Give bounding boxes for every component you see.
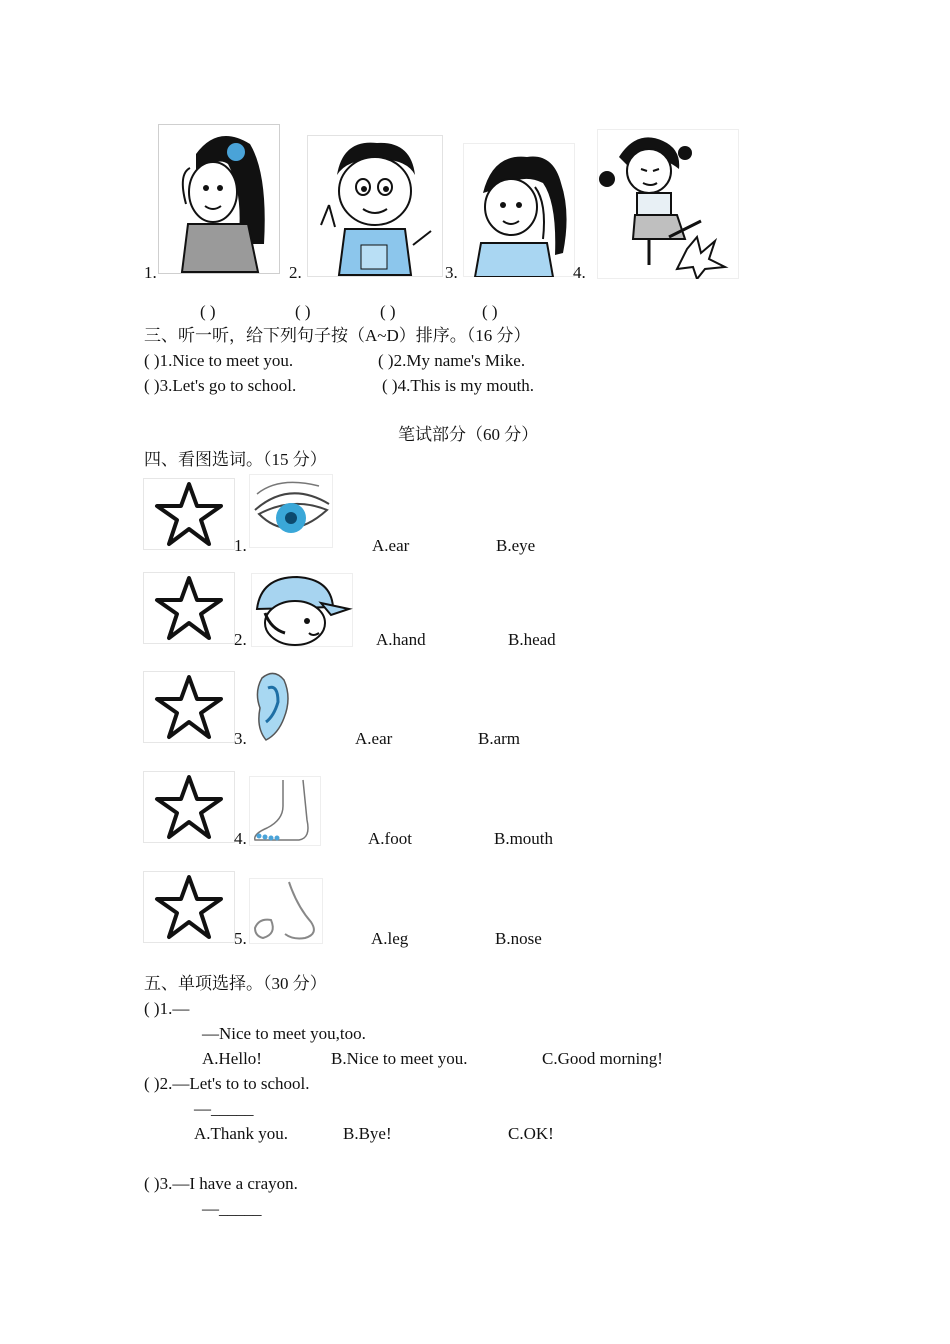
picture-number: 2. (289, 263, 302, 282)
section-3-title: 三、听一听，给下列句子按（A~D）排序。（16 分） (144, 326, 531, 345)
picture-number: 3. (445, 263, 458, 282)
nose-icon (249, 878, 323, 944)
foot-icon (249, 776, 321, 846)
section-4-title: 四、看图选词。（15 分） (144, 450, 327, 469)
option-a[interactable]: A.hand (376, 630, 426, 649)
option-c[interactable]: C.Good morning! (542, 1049, 663, 1068)
option-b[interactable]: B.head (508, 630, 556, 649)
option-b[interactable]: B.Bye! (343, 1124, 392, 1143)
ear-icon (250, 668, 294, 744)
girl-touching-hair-icon (463, 143, 575, 277)
answer-bracket[interactable]: ( ) (380, 302, 396, 321)
picture-number: 1. (144, 263, 157, 282)
answer-bracket[interactable]: ( ) (200, 302, 216, 321)
option-c[interactable]: C.OK! (508, 1124, 554, 1143)
boy-pointing-icon (307, 135, 443, 277)
option-a[interactable]: A.foot (368, 829, 412, 848)
item-picture (249, 776, 321, 846)
star-icon (143, 871, 235, 943)
picture-2 (307, 135, 443, 277)
question-stem: ( )2.—Let's to to school. (144, 1074, 310, 1093)
question-stem: ( )3.—I have a crayon. (144, 1174, 298, 1193)
item-picture (249, 474, 333, 548)
picture-4 (597, 129, 739, 279)
question-reply: —_____ (194, 1099, 254, 1118)
star-rating-box (143, 671, 235, 743)
item-number: 3. (234, 729, 247, 748)
answer-bracket[interactable]: ( ) (482, 302, 498, 321)
item-picture (251, 573, 353, 647)
option-b[interactable]: B.mouth (494, 829, 554, 848)
section-5-title: 五、单项选择。（30 分） (144, 974, 327, 993)
item-number: 1. (234, 536, 247, 555)
option-a[interactable]: A.ear (372, 536, 410, 555)
option-b[interactable]: B.arm (478, 729, 521, 748)
star-rating-box (143, 478, 235, 550)
item-number: 4. (234, 829, 247, 848)
girl-kicking-icon (597, 129, 739, 279)
item-number: 5. (234, 929, 247, 948)
picture-3 (463, 143, 575, 277)
section-3-item: ( )3.Let's go to school. (144, 376, 297, 395)
item-picture (249, 878, 323, 944)
girl-touching-face-icon (158, 124, 280, 274)
option-a[interactable]: A.leg (371, 929, 409, 948)
question-stem: ( )1.— (144, 999, 190, 1018)
section-3-item: ( )1.Nice to meet you. (144, 351, 294, 370)
star-icon (143, 478, 235, 550)
star-rating-box (143, 771, 235, 843)
star-icon (143, 671, 235, 743)
answer-bracket[interactable]: ( ) (295, 302, 311, 321)
head-with-cap-icon (251, 573, 353, 647)
section-3-item: ( )2.My name's Mike. (378, 351, 526, 370)
option-a[interactable]: A.Thank you. (194, 1124, 288, 1143)
item-picture (250, 668, 294, 744)
option-a[interactable]: A.ear (355, 729, 393, 748)
star-icon (143, 572, 235, 644)
picture-1 (158, 124, 280, 274)
option-b[interactable]: B.Nice to meet you. (331, 1049, 468, 1068)
star-rating-box (143, 572, 235, 644)
star-rating-box (143, 871, 235, 943)
section-3-item: ( )4.This is my mouth. (382, 376, 535, 395)
question-reply: —_____ (202, 1199, 262, 1218)
option-b[interactable]: B.nose (495, 929, 542, 948)
option-b[interactable]: B.eye (496, 536, 536, 555)
option-a[interactable]: A.Hello! (202, 1049, 262, 1068)
item-number: 2. (234, 630, 247, 649)
written-part-title: 笔试部分（60 分） (398, 425, 539, 444)
question-reply: —Nice to meet you,too. (202, 1024, 366, 1043)
star-icon (143, 771, 235, 843)
eye-icon (249, 474, 333, 548)
picture-number: 4. (573, 263, 586, 282)
